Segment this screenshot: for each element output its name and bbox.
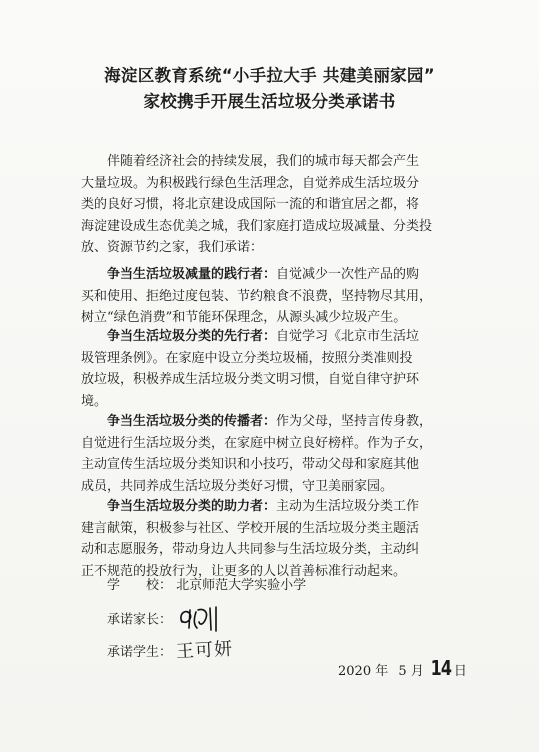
intro-line: 放、资源节约之家，我们承诺： [81, 240, 264, 255]
intro-paragraph [81, 151, 469, 259]
pledge-text: 自觉学习《北京市生活垃 [276, 329, 420, 344]
pledge-first-line [81, 496, 469, 518]
document-title-line-2: 家校携手开展生活垃圾分类承诺书 [143, 92, 396, 111]
pledge-heading: 争当生活垃圾分类的先行者： [107, 329, 277, 344]
school-row [107, 574, 306, 593]
date-year-unit: 年 [375, 664, 389, 679]
student-handwritten-name: 王可妍 [175, 638, 234, 663]
intro-line: 类的良好习惯，将北京建设成国际一流的和谐宜居之都，将 [81, 197, 420, 212]
pledge-reduce [81, 264, 469, 329]
pledge-spreader [81, 411, 469, 497]
pledge-line: 境。 [81, 393, 108, 409]
parent-label: 承诺家长： [107, 612, 173, 628]
pledge-line: 主动宣传生活垃圾分类知识和小技巧，带动父母和家庭其他 [81, 457, 420, 472]
document-title-line-1: 海淀区教育系统“小手拉大手 共建美丽家园” [104, 66, 435, 85]
pledge-line: 放垃圾，积极养成生活垃圾分类文明习惯，自觉自律守护环 [81, 372, 420, 387]
pledge-line: 自觉进行生活垃圾分类，在家庭中树立良好榜样。作为子女， [81, 435, 433, 451]
school-label: 学 校： [107, 578, 173, 593]
school-value: 北京师范大学实验小学 [176, 578, 307, 593]
pledge-helper [81, 496, 469, 582]
parent-handwritten-signature [176, 604, 222, 636]
date-month: 5 [398, 664, 407, 679]
pledge-line: 建言献策，积极参与社区、学校开展的生活垃圾分类主题活 [81, 520, 420, 536]
intro-line: 海淀建设成生态优美之城，我们家庭打造成垃圾减量、分类投 [81, 218, 433, 234]
pledge-first-line [81, 326, 469, 348]
pledge-line: 正不规范的投放行为，让更多的人以首善标准行动起来。 [81, 563, 407, 579]
pledge-text: 自觉减少一次性产品的购 [276, 267, 420, 282]
date-day-unit: 日 [453, 664, 467, 679]
pledge-heading: 争当生活垃圾减量的践行者： [107, 267, 277, 282]
pledge-line: 动和志愿服务，带动身边人共同参与生活垃圾分类，主动纠 [81, 542, 420, 557]
pledge-text: 主动为生活垃圾分类工作 [276, 499, 420, 514]
intro-line: 伴随着经济社会的持续发展，我们的城市每天都会产生 [107, 154, 420, 169]
pledge-first-line [81, 411, 469, 433]
date-month-unit: 月 [410, 664, 424, 679]
parent-signature-row [107, 604, 222, 636]
student-signature-row [107, 636, 233, 662]
pledge-first-line [81, 264, 469, 286]
pledge-line: 买和使用、拒绝过度包装、节约粮食不浪费，坚持物尽其用， [81, 288, 433, 304]
pledge-line: 成员，共同养成生活垃圾分类好习惯，守卫美丽家园。 [81, 478, 394, 494]
intro-line: 大量垃圾。为积极践行绿色生活理念，自觉养成生活垃圾分 [81, 175, 420, 191]
pledge-heading: 争当生活垃圾分类的传播者： [107, 414, 277, 429]
date-day-handwritten: 14 [430, 656, 452, 680]
student-label: 承诺学生： [107, 645, 173, 660]
pledge-line: 圾管理条例》。在家庭中设立分类垃圾桶，按照分类准则投 [81, 350, 413, 366]
date-year: 2020 [338, 664, 372, 679]
date-line [338, 656, 467, 680]
pledge-heading: 争当生活垃圾分类的助力者： [107, 499, 277, 514]
pledge-line: 树立“绿色消费”和节能环保理念，从源头减少垃圾产生。 [81, 310, 407, 325]
pledge-text: 作为父母，坚持言传身教， [276, 414, 433, 429]
pledge-pioneer [81, 326, 469, 412]
